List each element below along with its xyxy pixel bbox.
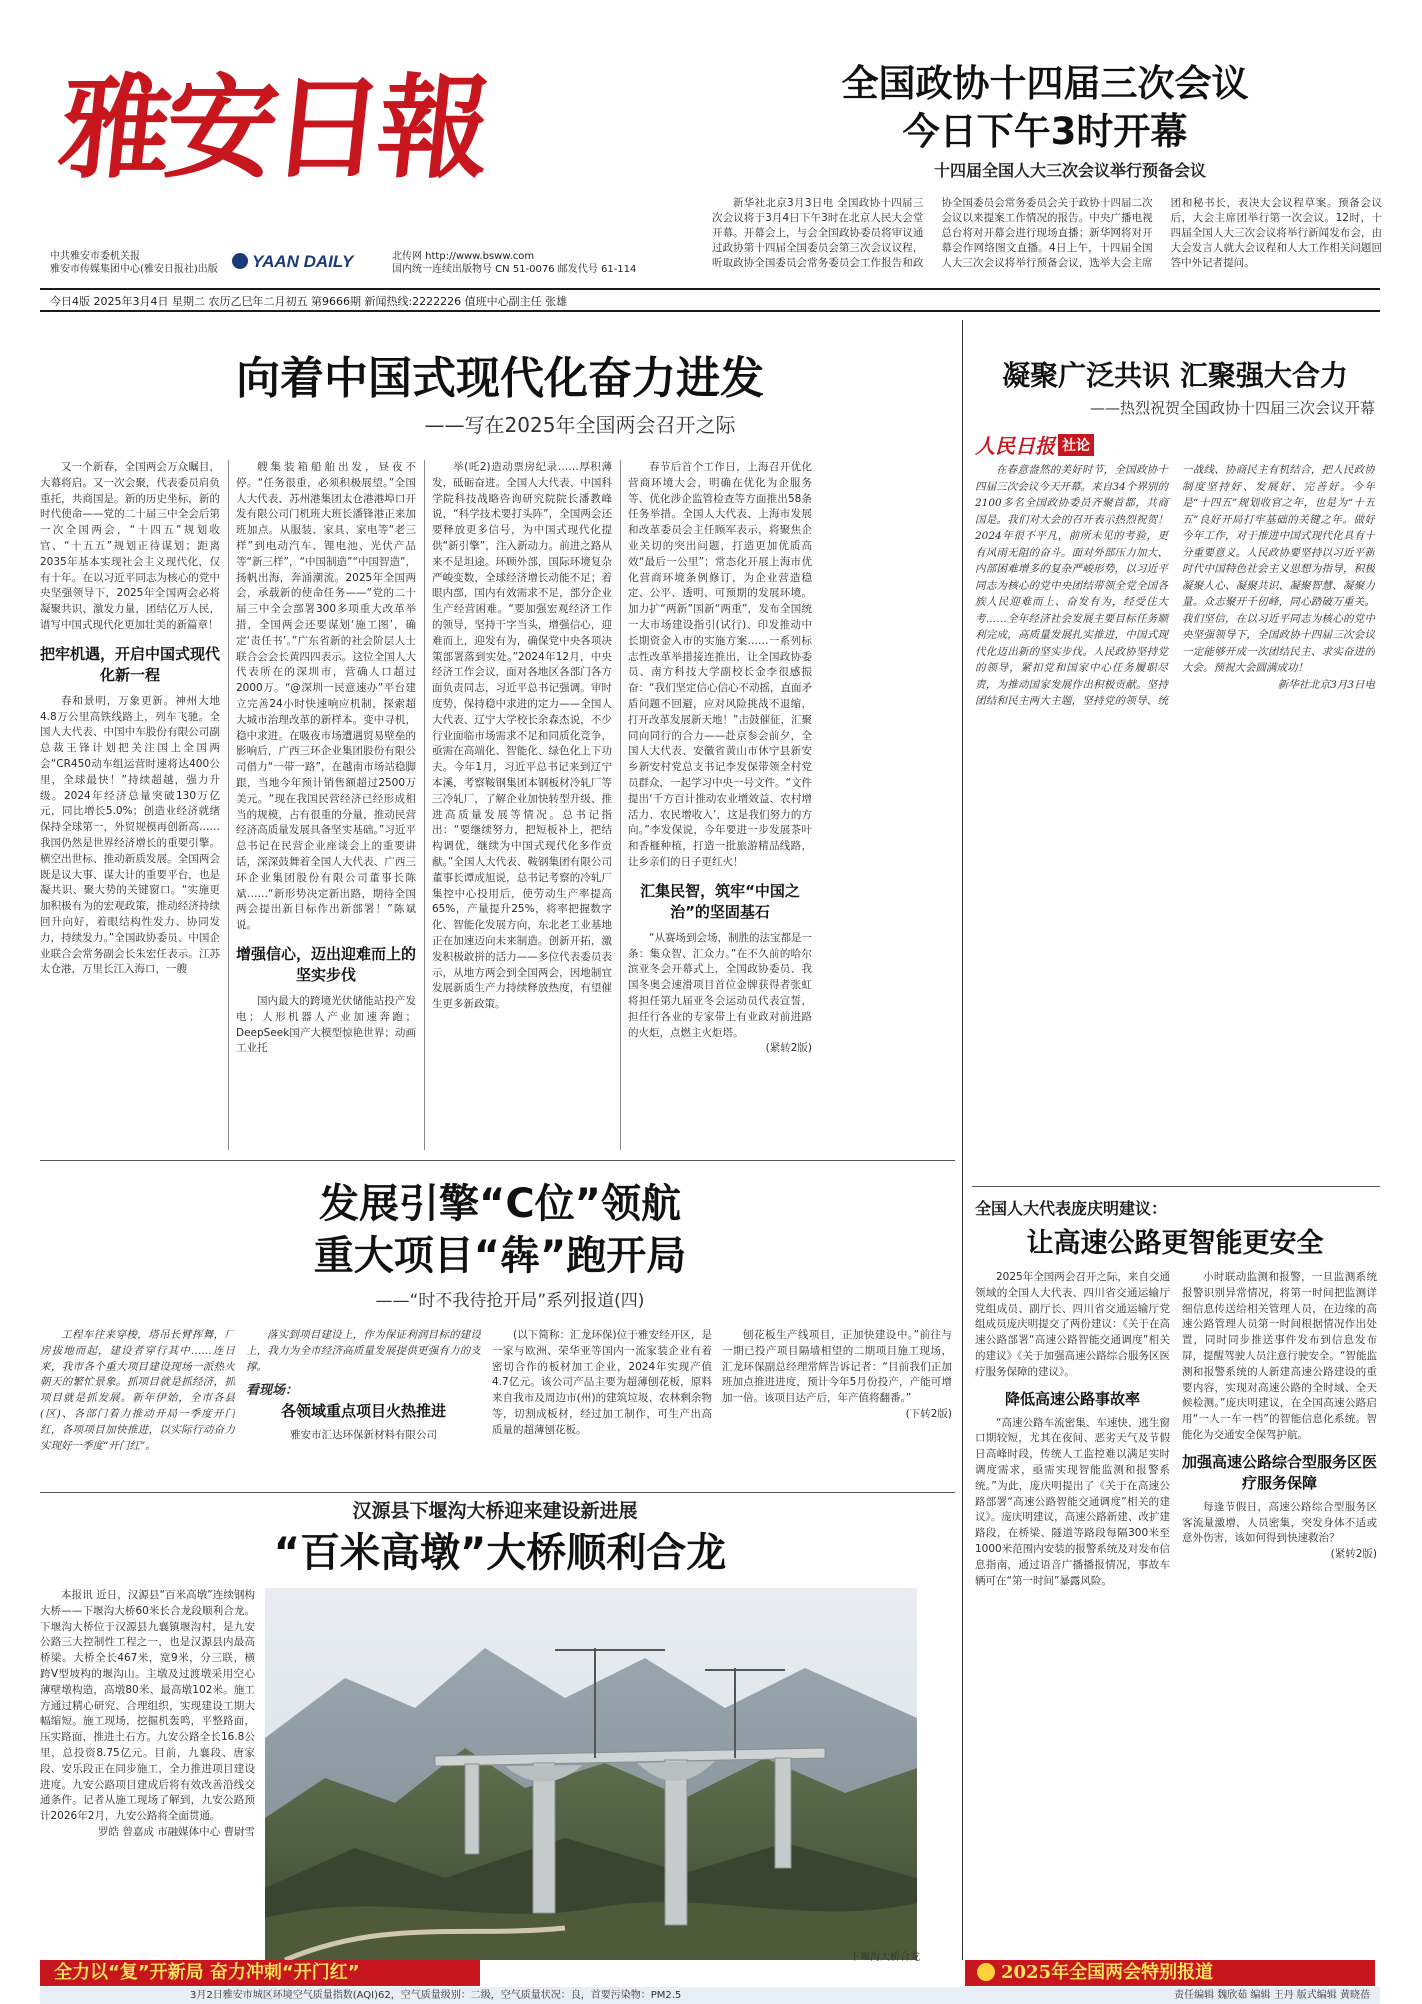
lead-section-head: 增强信心，迈出迎难而上的坚实步伐 bbox=[236, 944, 416, 984]
dateline: 今日4版 2025年3月4日 星期二 农历乙巳年二月初五 第9666期 新闻热线:2222226 值班中心副主任 张雄 bbox=[50, 295, 568, 308]
lead-column-4 bbox=[628, 460, 812, 1150]
lead-headline: 向着中国式现代化奋力进发 bbox=[236, 353, 764, 404]
special-report-banner bbox=[965, 1960, 1375, 1986]
bridge-photo bbox=[265, 1588, 917, 1960]
top-headline-line: 今日下午3时开幕 bbox=[902, 110, 1188, 153]
look-label: 看现场： bbox=[246, 1383, 299, 1399]
air-quality-text: 3月2日雅安市城区环境空气质量指数(AQI)62，空气质量级别：二级，空气质量状况：良，首要污染物：PM2.5 bbox=[190, 1990, 682, 2001]
lead-section-head: 把牢机遇，开启中国式现代化新一程 bbox=[40, 644, 220, 684]
second-column-2 bbox=[246, 1328, 481, 1483]
top-subheadline: 十四届全国人大三次会议举行预备会议 bbox=[933, 161, 1206, 180]
lead-paragraph: 国内最大的跨境光伏储能站投产发电；人形机器人产业加速奔跑；DeepSeek国产大模型惊艳世界；动画工业托 bbox=[236, 994, 416, 1055]
top-headline-line: 全国政协十四届三次会议 bbox=[841, 62, 1249, 105]
section-rule bbox=[40, 1160, 955, 1161]
bridge-column bbox=[40, 1588, 255, 1958]
top-story-body bbox=[712, 196, 1382, 286]
section-rule bbox=[972, 1186, 1380, 1187]
look-title: 各领域重点项目火热推进 bbox=[280, 1402, 446, 1421]
air-quality-strip bbox=[40, 1987, 1380, 2004]
second-paragraph: 落实到项目建设上，作为保证利润目标的建设上，我力为全市经济高质量发展提供更强有力的支撑。 bbox=[246, 1329, 481, 1373]
publisher-info bbox=[50, 250, 220, 276]
publisher-line: 雅安市传媒集团中心(雅安日报社)出版 bbox=[50, 264, 218, 275]
bridge-kicker: 汉源县下堰沟大桥迎来建设新进展 bbox=[352, 1500, 638, 1522]
editorial-badge: 社论 bbox=[1058, 434, 1094, 456]
photo-caption: 下堰沟大桥合龙 bbox=[850, 1952, 920, 1963]
masthead-logo: 雅安日報 bbox=[53, 63, 491, 194]
second-paragraph: 工程车往来穿梭，塔吊长臂挥舞，厂房拔地而起，建设者穿行其中……连日来，我市各个重大项目建设现场一派热火朝天的繁忙景象。抓项目就是抓经济，抓项目就是抓发展。新年伊始，全市各县(区)、各部门着力推动开局一季度开门红，各项项目加快推进，以实际行动奋力实现好一季度“开门红”。 bbox=[40, 1329, 235, 1452]
editorial-tag bbox=[975, 430, 1375, 459]
second-paragraph: (以下简称：汇龙环保)位于雅安经开区，是一家与欧洲、荣华亚等国内一流家装企业有着密切合作的板材加工企业，2024年实现产值4.7亿元。该公司产品主要为超薄刨花板，原料来自我市及周边市(州)的建筑垃圾、农林剩余物等，切割成板材，经过加工制作，可生产出高质量的超薄刨花板。 bbox=[492, 1329, 712, 1436]
npc-paragraph: 2025年全国两会召开之际，来自交通领域的全国人大代表、四川省交通运输厅党组成员、副厅长、四川省交通运输厅党组成员庞庆明提交了两份建议：《关于在高速公路部署“高速公路智能交通调度”相关的建议》《关于加强高速公路综合服务区医疗服务保障的建议》。 bbox=[975, 1271, 1170, 1378]
continued-note: (下转2版) bbox=[905, 1407, 952, 1420]
bridge-paragraph: 本报讯 近日，汉源县“百米高墩”连续钢构大桥——下堰沟大桥60米长合龙段顺利合龙。下堰沟大桥位于汉源县九襄镇堰沟村，是九安公路三大控制性工程之一，也是汉源县内最高桥梁。大桥全长467米，宽9米，分三联，横跨V型坡构的堰沟山。主墩及过渡墩采用空心薄壁墩构造，高墩80米、最高墩102米。施工方通过精心研究、合理组织，实现建设工期大幅缩短。施工现场，挖掘机轰鸣，平整路面，压实路面，推进土石方。九安公路全长16.8公里，总投资8.75亿元。目前，九襄段、唐家段、安乐段正在同步施工，全力推进项目建设进度。九安公路项目建成后将有效改善沿线交通条件。记者从施工现场了解到，九安公路预计2026年2月，九安公路将全面贯通。 bbox=[40, 1589, 255, 1823]
npc-column-1 bbox=[975, 1270, 1170, 1960]
special-report-label: 2025年全国两会特别报道 bbox=[1001, 1962, 1214, 1983]
lead-subheadline: ——写在2025年全国两会召开之际 bbox=[424, 413, 736, 437]
lead-paragraph: 又一个新春，全国两会万众瞩目，大幕将启。又一次会聚，代表委员肩负重托，共商国是。新的历史坐标，新的时代使命——党的二十届三中全会后第一次全国两会，“十四五”规划收官、“十五五”规划正待谋划；距离2035年基本实现社会主义现代化，仅有十年。在以习近平同志为核心的党中央坚强领导下，2025年全国两会必将凝聚共识、激发力量，团结亿万人民，谱写中国式现代化更加壮美的新篇章！ bbox=[40, 461, 220, 631]
second-column-3 bbox=[492, 1328, 712, 1483]
english-name: YAAN DAILY bbox=[252, 252, 354, 271]
continued-note: (紧转2版) bbox=[765, 1042, 812, 1055]
publisher-line: 中共雅安市委机关报 bbox=[50, 251, 140, 262]
second-paragraph: 刨花板生产线项目，正加快建设中。”前往与一期已投产项目隔墙相望的二期项目施工现场，汇龙环保副总经理常辉告诉记者：“目前我们正加班加点推进进度，预计今年5月份投产，产能可增加一倍。该项目达产后，年产值将翻番。” bbox=[722, 1329, 952, 1405]
lead-section-head: 汇集民智，筑牢“中国之治”的坚固基石 bbox=[640, 881, 800, 921]
second-subheadline: ——“时不我待抢开局”系列报道(四) bbox=[375, 1291, 645, 1311]
column-divider bbox=[620, 460, 621, 1150]
editorial-paragraph: 在春意盎然的美好时节，全国政协十四届三次会议今天开幕。来自34个界别的2100多名全国政协委员齐聚首都，共商国是。我们对大会的召开表示热烈祝贺！2024年很不平凡，前所未见的考验，更有风雨无阻的奋斗。面对外部压力加大、内部困难增多的复杂严峻形势，以习近平同志为核心的党中央团结带领全党全国各族人民迎难而上、奋发有为，经受住大考……全年经济社会发展主要目标任务顺利完成，高质量发展扎实推进，中国式现代化迈出新的坚实步伐。人民政协坚持党的领导，紧扣党和国家中心任务履职尽责，为推动国家发展作出积极贡献。坚持团结和民主两大主题，坚持党的领导、统一战线、协商民主有机结合，把人民政协制度坚持好、发展好、完善好。今年是“十四五”规划收官之年，也是为“十五五”良好开局打牢基础的关键之年。做好今年工作，对于推进中国式现代化具有十分重要意义。人民政协要坚持以习近平新时代中国特色社会主义思想为指导，积极凝聚人心、凝聚共识、凝聚智慧、凝聚力量。众志聚开千仞峰，同心踏破万重关。我们坚信，在以习近平同志为核心的党中央坚强领导下，全国政协十四届三次会议一定能够开成一次团结民主、求实奋进的大会。预祝大会圆满成功！ bbox=[975, 464, 1375, 707]
bridge-photo-illustration bbox=[265, 1588, 917, 1960]
npc-headline: 让高速公路更智能更安全 bbox=[1026, 1228, 1324, 1259]
lead-column-3 bbox=[432, 460, 612, 1150]
npc-paragraph: 每逢节假日，高速公路综合型服务区客流量激增，人员密集，突发身体不适或意外伤害，该如何得到快速救治？ bbox=[1182, 1500, 1377, 1545]
renmin-daily-tag: 人民日报 bbox=[975, 434, 1055, 458]
english-title bbox=[232, 252, 353, 272]
bridge-headline: “百米高墩”大桥顺利合龙 bbox=[273, 1530, 727, 1576]
editorial-subheadline: ——热烈祝贺全国政协十四届三次会议开幕 bbox=[1089, 399, 1375, 417]
npc-column-2 bbox=[1182, 1270, 1377, 1960]
npc-section-head: 加强高速公路综合型服务区医疗服务保障 bbox=[1182, 1452, 1377, 1492]
right-column-divider bbox=[962, 320, 963, 1960]
second-column-1 bbox=[40, 1328, 235, 1483]
column-divider bbox=[228, 460, 229, 1150]
top-story-paragraph: 新华社北京3月3日电 全国政协十四届三次会议将于3月4日下午3时在北京人民大会堂开幕。开幕会上，与会全国政协委员将审议通过政协第十四届全国委员会第三次会议议程，听取政协全国委员会常务委员会工作报告和政协全国委员会常务委员会关于政协十四届二次会议以来提案工作情况的报告。中央广播电视总台将对开幕会进行现场直播；新华网将对开幕会作网络图文直播。4日上午，十四届全国人大三次会议将举行预备会议，选举大会主席团和秘书长，表决大会议程草案。预备会议后，大会主席团举行第一次会议。12时，十四届全国人大三次会议将举行新闻发布会，由大会发言人就大会议程和人大工作相关问题回答中外记者提问。 bbox=[712, 197, 1382, 269]
editorial-body bbox=[975, 462, 1375, 1177]
second-headline-line: 重大项目“犇”跑开局 bbox=[313, 1233, 687, 1279]
contact-info bbox=[392, 250, 702, 276]
emblem-icon bbox=[977, 1963, 995, 1981]
second-headline-line: 发展引擎“C位”领航 bbox=[319, 1181, 681, 1227]
second-column-4 bbox=[722, 1328, 952, 1483]
second-headline bbox=[240, 1178, 760, 1282]
column-divider bbox=[424, 460, 425, 1150]
campaign-banner: 全力以“复”开新局 奋力冲刺“开门红” bbox=[40, 1960, 480, 1986]
website-line: 北传网 http://www.bsww.com bbox=[392, 251, 535, 262]
dateline-rule bbox=[40, 310, 1380, 312]
lead-paragraph: “从赛场到会场，制胜的法宝都是一条：集众智、汇众力。”在不久前的哈尔滨亚冬会开幕式上，全国政协委员、我国冬奥会速滑项目首位金牌获得者张虹将担任第九届亚冬会运动员代表宣誓，担任行各业的专家带上有业政对前进路的火炬，点燃主火炬塔。 bbox=[628, 931, 812, 1039]
lead-paragraph: 艘集装箱船舶出发，昼夜不停。“任务很重，必须积极展望。”全国人大代表、苏州港集团太仓港港埠口开发有限公司门机班大班长潘锋港正来加班加点。从服装、家具、家电等“老三样”到电动汽车、锂电池、光伏产品等“新三样”，“中国制造”“中国智造”，扬帆出海，奔涌潮流。2025年全国两会，承载新的使命任务——“党的二十届三中全会部署300多项重大改革举措，全国两会还要谋划‘施工图’，确定‘责任书’。”广东省新的社会阶层人士联合会会长黄四四表示。这位全国人大代表所在的深圳市，营确人口超过2000万。“@深圳一民意速办”平台建立完善24小时快速响应机制，探索超大城市治理改革的新样本。变中寻机，稳中求进。在吸夜市场遭遇贸易壁垒的影响后，广西三环企业集团股份有限公司借力“一带一路”，在越南市场站稳脚跟，当地今年预计销售额超过2500万美元。“现在我国民营经济已经形成相当的规模，占有很重的分量，推动民营经济高质量发展具备坚实基础。”习近平总书记在民营企业座谈会上的重要讲话，深深鼓舞着全国人大代表、广西三环企业集团股份有限公司董事长陈斌……“新形势决定新出路，期待全国两会提出新目标作出新部署！”陈斌说。 bbox=[236, 461, 416, 932]
bridge-byline: 罗皓 曾嘉成 市融媒体中心 曹尉雪 bbox=[97, 1825, 255, 1838]
lead-column-1 bbox=[40, 460, 220, 1150]
lead-paragraph: 举(吒2)造动票房纪录……厚积薄发，砥砺奋进。全国人大代表、中国科学院科技战略咨询研究院院长潘教峰说，“科学技术要打头阵”，全国两会还要释放更多信号，为中国式现代化提供“新引擎”，注入新动力。前进之路从来不是坦途。环顾外部，国际环境复杂严峻变数，全球经济增长动能不足；着眼内部，国内有效需求不足，部分企业生产经营困难。“要加强宏观经济工作的领导，坚持干字当头，增强信心，迎难而上，迎发有为，确保党中央各项决策部署落到实处。”2024年12月，中央经济工作会议，面对各地区各部门各方面负责同志，习近平总书记强调。审时度势，保持稳中求进的定力——全国人大代表、辽宁大学校长余森杰说，不少行业面临市场需求不足和同质化竞争，亟需在高端化、智能化、绿色化上下功夫。今年1月，习近平总书记来到辽宁本溪，考察鞍钢集团本钢板材冷轧厂等三冷轧厂，了解企业加快转型升级、推进高质量发展等情况。总书记指出：“要继续努力，把短板补上，把结构调优，继续为中国式现代化多作贡献。”全国人大代表、鞍钢集团有限公司董事长谭成旭说，总书记考察的冷轧厂集控中心投用后，使劳动生产率提高65%，产量提升25%，将率把握数字化、智能化发展方向，东北老工业基地正在加速迈向未来制造。创新开拓，激发积极敢拼的活力——多位代表委员表示，从地方两会到全国两会，因地制宜发展新质生产力持续释放热度，有望催生更多新政策。 bbox=[432, 461, 612, 1011]
npc-paragraph: “高速公路车流密集、车速快、逃生窗口期较短，尤其在夜间、恶劣天气及节假日高峰时段，传统人工监控难以满足实时调度需求，亟需实现智能监测和报警系统。”为此，庞庆明提出了《关于在高速公路部署“高速公路智能交通调度”相关的建议》。庞庆明建议，高速公路新建、改扩建路段，在桥梁、隧道等路段每隔300米至1000米范围内安装的报警系统及对发布信息指南，通过语音广播播报情况，事故车辆可在“第一时间”暴露风险。 bbox=[975, 1416, 1170, 1587]
newspaper-logo-icon bbox=[232, 253, 248, 269]
lead-paragraph: 春和景明，万象更新。神州大地4.8万公里高铁线路上，列车飞驰。全国人大代表、中国中车股份有限公司副总裁王锋计划把关注国上全国两会“CR450动车组运营时速将达400公里，全球最快！”持续超越，强力升级。2024年经济总量突破130万亿元，同比增长5.0%；创造业经济就绪保持全球第一，外贸规模再创新高……我国仍然是世界经济增长的重要引擎。横空出世标、推动新质发展。全国两会既是议大事、谋大计的重要平台，也是凝共识、聚大势的关键窗口。“实施更加积极有为的宏观政策，推动经济持续回升向好，着眼结构性发力、协同发力，持续发力。”全国政协委员、中国企业联合会常务副会长朱宏任表示。江苏太仓港，万里长江入海口，一艘 bbox=[40, 694, 220, 976]
top-headline bbox=[790, 60, 1300, 156]
lead-column-2 bbox=[236, 460, 416, 1150]
issn-line: 国内统一连续出版物号 CN 51-0076 邮发代号 61-114 bbox=[392, 264, 637, 275]
npc-kicker: 全国人大代表庞庆明建议： bbox=[975, 1199, 1168, 1218]
editors-credit: 责任编辑 魏欣茹 编辑 王丹 版式编辑 黄晓蓓 bbox=[1174, 1990, 1370, 2001]
look-subtitle: 雅安市汇达环保新材料有限公司 bbox=[290, 1429, 437, 1442]
continued-note: (紧转2版) bbox=[1330, 1548, 1377, 1561]
lead-paragraph: 春节后首个工作日，上海召开优化营商环境大会，明确在优化为企服务等、优化涉企监管检查等方面推出58条任务举措。全国人大代表、上海市发展和改革委员会主任顾军表示，将聚焦企业关切的突出问题，打造更加优质高效“最后一公里”；常态化开展上海市优化营商环境条例修订，为企业营造稳定、公平、透明、可预期的发展环境。加力扩“两新”国新“两重”，发布全国统一大市场建设指引(试行)、印发推动中长期资金入市的实施方案……一系列标志性改革举措接连推出，让全国政协委员、南方科技大学副校长金李很感振奋：“我们坚定信心信心不动摇，直面矛盾问题不回避，应对风险挑战不退缩，打开改革发展新天地！”击鼓催征，汇聚同向同行的合力——赴京参会前夕，全国人大代表、安徽省黄山市休宁县新安乡新安村党总支书记李发保带领全村党员群众，一起学习中央一号文件。“文件提出‘千方百计推动农业增效益、农村增活力、农民增收入’，这是我们努力的方向。”李发保说，今年要进一步发展茶叶和香榧种植，打造一批旅游精品线路，让乡亲们的日子更红火！ bbox=[628, 461, 812, 868]
npc-section-head: 降低高速公路事故率 bbox=[1004, 1389, 1140, 1408]
masthead-rule bbox=[40, 288, 1380, 290]
section-rule bbox=[40, 1492, 955, 1493]
editorial-dateline: 新华社北京3月3日电 bbox=[1277, 678, 1375, 691]
npc-paragraph: 小时联动监测和报警，一旦监测系统报警识别异常情况，将第一时间把监测详细信息传送给相关管理人员，在边缘的高速公路管理人员第一时间根据情况作出处置，同时同步推送事件发布到信息发布屏，提醒驾驶人员注意行驶安全。“智能监测和报警系统的人新建高速公路建设的重要内容，实现对高速公路的全时域、全天候检测。”庞庆明建议，在全国高速公路启用“一人一车一档”的智能信息化系统。智能化为交通安全保驾护航。 bbox=[1182, 1271, 1377, 1441]
editorial-headline: 凝聚广泛共识 汇聚强大合力 bbox=[1002, 359, 1348, 392]
